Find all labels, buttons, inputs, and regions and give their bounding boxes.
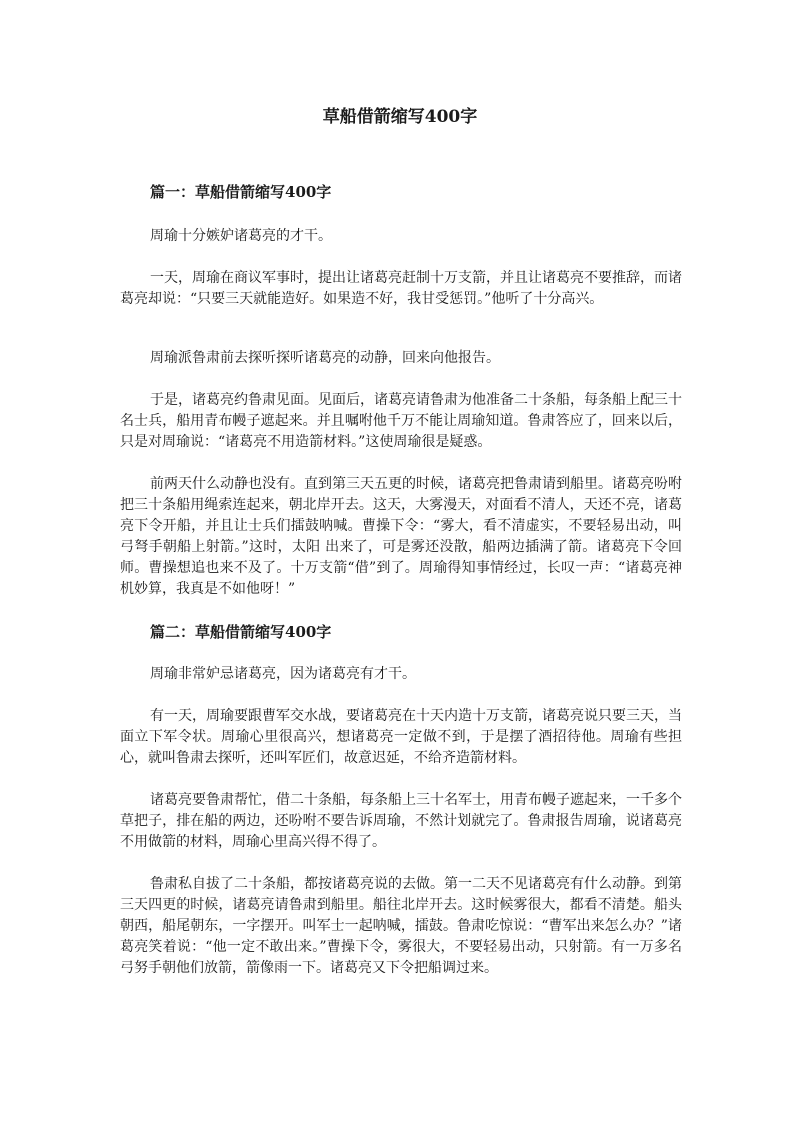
section-2-paragraph-1: 周瑜非常妒忌诸葛亮，因为诸葛亮有才干。 — [150, 666, 416, 682]
section-1-paragraph-4: 于是，诸葛亮约鲁肃见面。见面后，诸葛亮请鲁肃为他准备二十条船，每条船上配三十名士兵，船用青布幔子遮起来。并且嘱咐他千万不能让周瑜知道。鲁肃答应了，回来以后，只是对周瑜说：“诸葛亮不用造箭材料。”这使周瑜很是疑惑。 — [120, 392, 682, 450]
section-2-paragraph-2: 有一天，周瑜要跟曹军交水战，要诸葛亮在十天内造十万支箭，诸葛亮说只要三天，当面立下军令状。周瑜心里很高兴，想诸葛亮一定做不到，于是摆了酒招待他。周瑜有些担心，就叫鲁肃去探听，还叫军匠们，故意迟延，不给齐造箭材料。 — [120, 708, 682, 766]
section-heading-2: 篇二：草船借箭缩写400字 — [150, 623, 332, 641]
section-1-paragraph-3: 周瑜派鲁肃前去探听探听诸葛亮的动静，回来向他报告。 — [150, 350, 500, 366]
document-title: 草船借箭缩写400字 — [322, 107, 478, 127]
section-1-paragraph-2: 一天，周瑜在商议军事时，提出让诸葛亮赶制十万支箭，并且让诸葛亮不要推辞，而诸葛亮却说：“只要三天就能造好。如果造不好，我甘受惩罚。”他听了十分高兴。 — [120, 270, 682, 307]
section-1-paragraph-1: 周瑜十分嫉妒诸葛亮的才干。 — [150, 228, 332, 244]
section-heading-1: 篇一：草船借箭缩写400字 — [150, 183, 332, 201]
section-1-paragraph-5: 前两天什么动静也没有。直到第三天五更的时候，诸葛亮把鲁肃请到船里。诸葛亮吩咐把三十条船用绳索连起来，朝北岸开去。这天，大雾漫天，对面看不清人，天还不亮，诸葛亮下令开船，并且让士兵们擂鼓呐喊。曹操下令：“雾大，看不清虚实，不要轻易出动，叫弓弩手朝船上射箭。”这时，太阳 出来了，可是雾还没散，船两边插满了箭。诸葛亮下令回师。曹操想追也来不及了。十万支箭“借”到了。周瑜得知事情经过，长叹一声：“诸葛亮神机妙算，我真是不如他呀！” — [120, 476, 682, 597]
section-2-paragraph-3: 诸葛亮要鲁肃帮忙，借二十条船，每条船上三十名军士，用青布幔子遮起来，一千多个草把子，排在船的两边，还吩咐不要告诉周瑜，不然计划就完了。鲁肃报告周瑜，说诸葛亮不用做箭的材料，周瑜心里高兴得不得了。 — [120, 792, 682, 850]
section-2-paragraph-4: 鲁肃私自拔了二十条船，都按诸葛亮说的去做。第一二天不见诸葛亮有什么动静。到第三天四更的时候，诸葛亮请鲁肃到船里。船往北岸开去。这时候雾很大，都看不清楚。船头朝西，船尾朝东，一字摆开。叫军士一起呐喊，擂鼓。鲁肃吃惊说：“曹军出来怎么办？”诸葛亮笑着说：“他一定不敢出来。”曹操下令，雾很大，不要轻易出动，只射箭。有一万多名弓努手朝他们放箭，箭像雨一下。诸葛亮又下令把船调过来。 — [120, 876, 682, 976]
